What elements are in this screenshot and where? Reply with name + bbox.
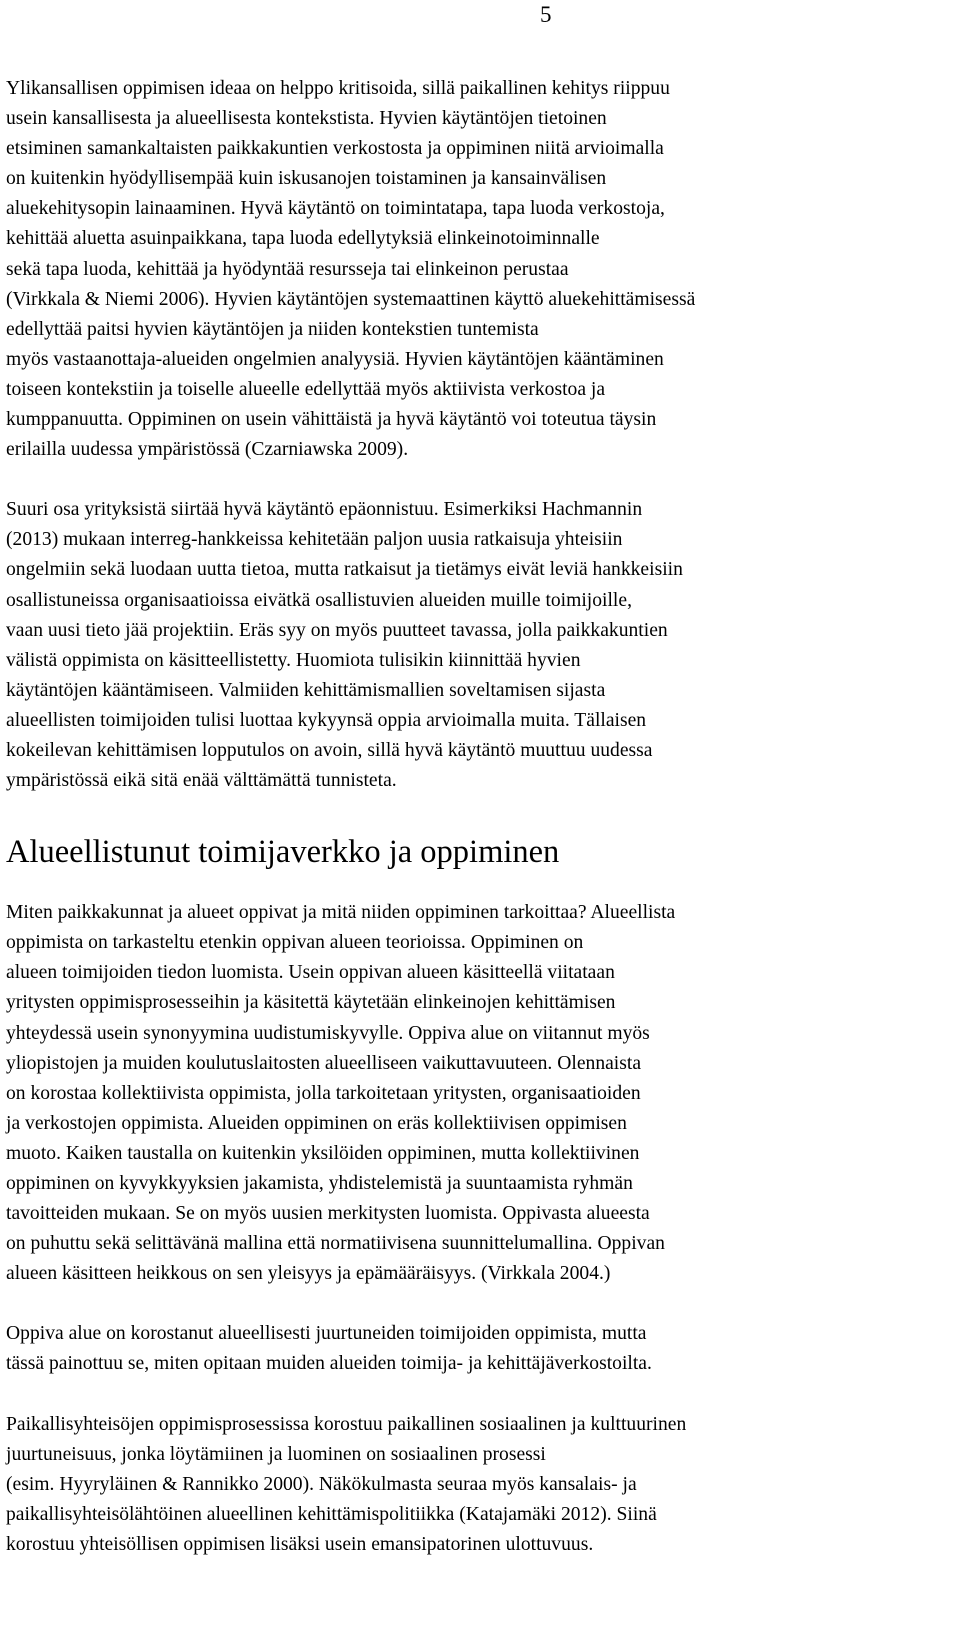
section-heading: Alueellistunut toimijaverkko ja oppiminen [6,834,560,871]
text-line: on korostaa kollektiivista oppimista, jolla tarkoitetaan yritysten, organisaatioiden [6,1082,641,1104]
text-line: osallistuneissa organisaatioissa eivätkä osallistuvien alueiden muille toimijoille, [6,589,632,611]
text-line: välistä oppimista on käsitteellistetty. Huomiota tulisikin kiinnittää hyvien [6,649,581,671]
text-line: yliopistojen ja muiden koulutuslaitosten alueelliseen vaikuttavuuteen. Olennaista [6,1052,642,1074]
paragraph-oppiva-alue [6,898,958,1289]
text-line: on kuitenkin hyödyllisempää kuin iskusanojen toistaminen ja kansainvälisen [6,168,607,190]
text-line: juurtuneisuus, jonka löytämiinen ja luominen on sosiaalinen prosessi [6,1443,546,1465]
text-line: vaan uusi tieto jää projektiin. Eräs syy on myös puutteet tavassa, jolla paikkakuntien [6,619,668,641]
text-line: tavoitteiden mukaan. Se on myös uusien merkitysten luomista. Oppivasta alueesta [6,1203,650,1225]
text-line: ongelmiin sekä luodaan uutta tietoa, mutta ratkaisut ja tietämys eivät leviä hankkeisiin [6,559,683,581]
text-line: Ylikansallisen oppimisen ideaa on helppo kritisoida, sillä paikallinen kehitys riippuu [6,78,670,99]
paragraph-paikallisyhteisot [6,1410,958,1560]
paragraph-juurtuneet-toimijat [6,1319,958,1379]
text-line: (esim. Hyyryläinen & Rannikko 2000). Näkökulmasta seuraa myös kansalais- ja [6,1473,637,1495]
document-body [6,74,958,1560]
text-line: sekä tapa luoda, kehittää ja hyödyntää resursseja tai elinkeinon perustaa [6,258,569,280]
text-line: Oppiva alue on korostanut alueellisesti juurtuneiden toimijoiden oppimista, mutta [6,1323,647,1345]
text-line: on puhuttu sekä selittävänä mallina että normatiivisena suunnittelumallina. Oppivan [6,1233,665,1255]
text-line: kumppanuutta. Oppiminen on usein vähittäistä ja hyvä käytäntö voi toteutua täysin [6,409,657,431]
text-line: alueellisten toimijoiden tulisi luottaa kykyynsä oppia arvioimalla muita. Tällaisen [6,709,647,731]
text-line: kehittää aluetta asuinpaikkana, tapa luoda edellytyksiä elinkeinotoiminnalle [6,228,600,250]
text-line: oppiminen on kyvykkyyksien jakamista, yhdistelemistä ja suuntaamista ryhmän [6,1173,633,1194]
text-line: (2013) mukaan interreg-hankkeissa kehitetään paljon uusia ratkaisuja yhteisiin [6,529,623,551]
text-line: käytäntöjen kääntämiseen. Valmiiden kehittämismallien soveltamisen sijasta [6,679,606,701]
text-line: Miten paikkakunnat ja alueet oppivat ja mitä niiden oppiminen tarkoittaa? Alueellista [6,902,676,924]
text-line: tässä painottuu se, miten opitaan muiden alueiden toimija- ja kehittäjäverkostoilta. [6,1353,652,1375]
paragraph-epaonnistuminen [6,495,958,796]
text-line: etsiminen samankaltaisten paikkakuntien verkostosta ja oppiminen niitä arvioimalla [6,138,664,160]
text-line: (Virkkala & Niemi 2006). Hyvien käytäntöjen systemaattinen käyttö aluekehittämisessä [6,288,696,310]
text-line: edellyttää paitsi hyvien käytäntöjen ja niiden kontekstien tuntemista [6,318,539,340]
text-line: korostuu yhteisöllisen oppimisen lisäksi usein emansipatorinen ulottuvuus. [6,1533,594,1555]
text-line: toiseen kontekstiin ja toiselle alueelle edellyttää myös aktiivista verkostoa ja [6,378,606,400]
text-line: ja verkostojen oppimista. Alueiden oppiminen on eräs kollektiivisen oppimisen [6,1112,627,1134]
text-line: usein kansallisesta ja alueellisesta kontekstista. Hyvien käytäntöjen tietoinen [6,108,607,130]
text-line: oppimista on tarkasteltu etenkin oppivan alueen teorioissa. Oppiminen on [6,932,584,954]
text-line: paikallisyhteisölähtöinen alueellinen kehittämispolitiikka (Katajamäki 2012). Siinä [6,1503,657,1525]
text-line: yhteydessä usein synonyymina uudistumiskyvylle. Oppiva alue on viitannut myös [6,1022,650,1044]
text-line: muoto. Kaiken taustalla on kuitenkin yksilöiden oppiminen, mutta kollektiivinen [6,1142,640,1164]
text-line: alueen käsitteen heikkous on sen yleisyys ja epämääräisyys. (Virkkala 2004.) [6,1263,611,1285]
text-line: Paikallisyhteisöjen oppimisprosessissa korostuu paikallinen sosiaalinen ja kulttuurinen [6,1413,687,1435]
text-line: aluekehitysopin lainaaminen. Hyvä käytäntö on toimintatapa, tapa luoda verkostoja, [6,198,665,220]
text-line: alueen toimijoiden tiedon luomista. Usein oppivan alueen käsitteellä viitataan [6,962,615,984]
paragraph-hyvat-kaytannot [6,74,958,465]
text-line: kokeilevan kehittämisen lopputulos on avoin, sillä hyvä käytäntö muuttuu uudessa [6,739,653,761]
text-line: erilailla uudessa ympäristössä (Czarniawska 2009). [6,439,409,461]
text-line: Suuri osa yrityksistä siirtää hyvä käytäntö epäonnistuu. Esimerkiksi Hachmannin [6,499,643,521]
text-line: myös vastaanottaja-alueiden ongelmien analyysiä. Hyvien käytäntöjen kääntäminen [6,348,664,370]
page-number: 5 [540,2,552,27]
text-line: ympäristössä eikä sitä enää välttämättä tunnisteta. [6,770,397,792]
text-line: yritysten oppimisprosesseihin ja käsitettä käytetään elinkeinojen kehittämisen [6,992,616,1014]
